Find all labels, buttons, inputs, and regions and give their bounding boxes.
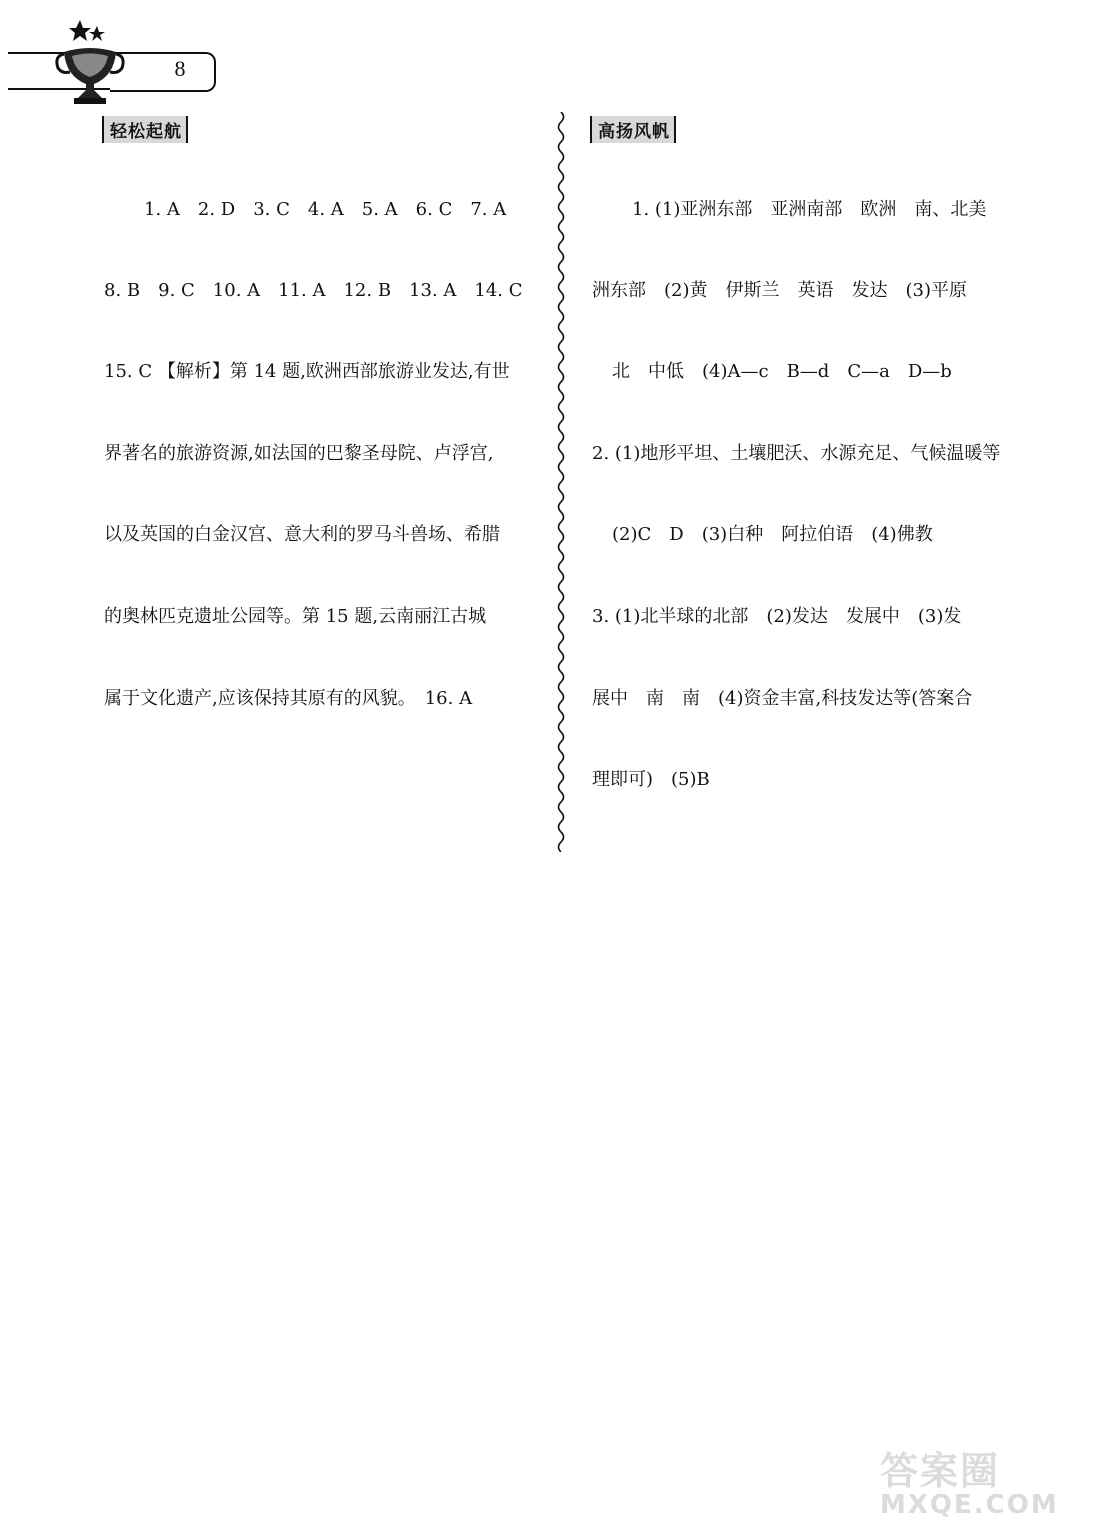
left-line-3: 15. C 【解析】第 14 题,欧洲西部旅游业发达,有世 xyxy=(104,361,510,382)
right-line-2: 洲东部 (2)黄 伊斯兰 英语 发达 (3)平原 xyxy=(592,280,967,301)
left-line-1: 1. A 2. D 3. C 4. A 5. A 6. C 7. A xyxy=(144,199,507,220)
watermark-text: 答案圈 xyxy=(880,1449,1001,1493)
left-line-4: 界著名的旅游资源,如法国的巴黎圣母院、卢浮宫, xyxy=(104,443,494,464)
right-line-8: 理即可) (5)B xyxy=(592,769,710,790)
right-section-title: 高扬风帆 xyxy=(590,116,676,143)
right-line-7: 展中 南 南 (4)资金丰富,科技发达等(答案合 xyxy=(592,688,973,709)
right-line-3: 北 中低 (4)A—c B—d C—a D—b xyxy=(612,361,952,382)
watermark-url: MXQE.COM xyxy=(880,1490,1059,1520)
left-line-5: 以及英国的白金汉宫、意大利的罗马斗兽场、希腊 xyxy=(104,524,500,545)
trophy-icon xyxy=(50,18,130,108)
left-line-6: 的奥林匹克遗址公园等。第 15 题,云南丽江古城 xyxy=(104,606,487,627)
page-header xyxy=(0,0,240,110)
right-line-6: 3. (1)北半球的北部 (2)发达 发展中 (3)发 xyxy=(592,606,962,627)
left-line-2: 8. B 9. C 10. A 11. A 12. B 13. A 14. C xyxy=(104,280,523,301)
wavy-divider xyxy=(554,112,568,852)
right-line-4: 2. (1)地形平坦、土壤肥沃、水源充足、气候温暖等 xyxy=(592,443,1001,464)
left-line-7: 属于文化遗产,应该保持其原有的风貌。 16. A xyxy=(104,688,473,709)
watermark-logo xyxy=(880,1440,1090,1530)
right-line-5: (2)C D (3)白种 阿拉伯语 (4)佛教 xyxy=(612,524,933,545)
right-line-1: 1. (1)亚洲东部 亚洲南部 欧洲 南、北美 xyxy=(632,199,987,220)
left-section-title: 轻松起航 xyxy=(102,116,188,143)
page-number: 8 xyxy=(174,56,186,81)
